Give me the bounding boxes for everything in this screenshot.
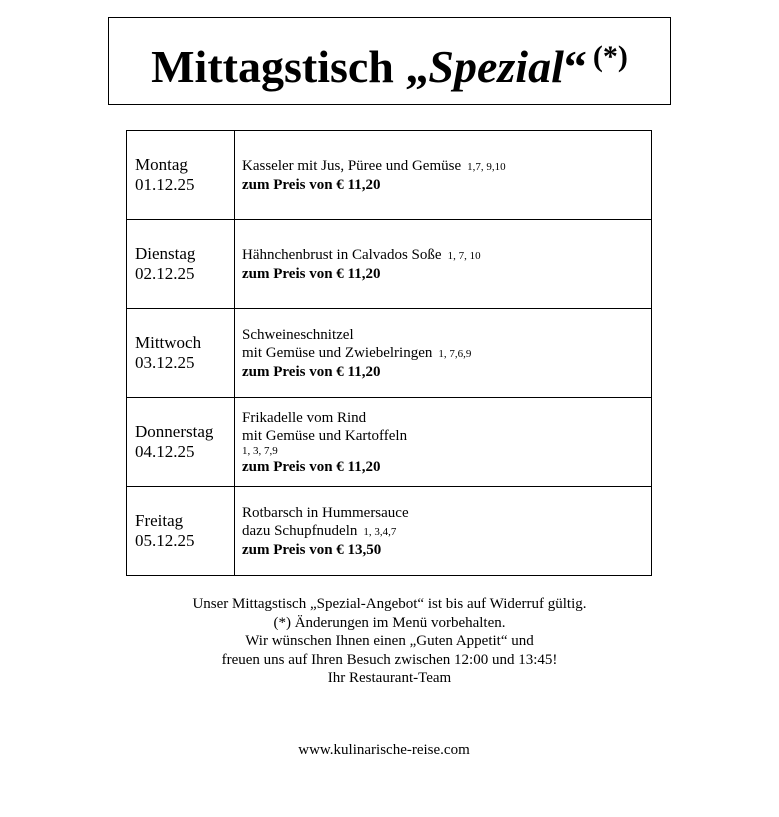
menu-date: 04.12.25: [135, 442, 195, 461]
footer-line-1: Unser Mittagstisch „Spezial-Angebot“ ist bis auf Widerruf gültig.: [192, 596, 587, 612]
dish-line: [242, 427, 651, 445]
allergen-codes: 1, 3,4,7: [363, 525, 397, 538]
dish-price: zum Preis von € 13,50: [242, 541, 382, 558]
dish-line: [242, 522, 651, 541]
dish-text: mit Gemüse und Kartoffeln: [242, 427, 408, 444]
menu-table: [126, 130, 652, 576]
menu-date: 01.12.25: [135, 175, 195, 194]
menu-row: [127, 220, 652, 309]
dish-text: Rotbarsch in Hummersauce: [242, 504, 409, 521]
weekday: Mittwoch: [135, 333, 202, 352]
weekday: Freitag: [135, 511, 184, 530]
dish-cell: [235, 398, 652, 487]
title-special: Spezial: [428, 41, 564, 92]
menu-row: [127, 398, 652, 487]
title-box: [108, 17, 671, 105]
dish-cell: [235, 487, 652, 576]
dish-line: [242, 157, 651, 176]
allergen-codes: 1,7, 9,10: [467, 160, 506, 173]
dish-line: [242, 409, 651, 427]
day-cell: [127, 131, 235, 220]
weekday: Dienstag: [135, 244, 196, 263]
footer-line-5: Ihr Restaurant-Team: [327, 670, 452, 686]
dish-line: [242, 344, 651, 363]
footer-notes: [0, 595, 779, 688]
dish-price: zum Preis von € 11,20: [242, 176, 381, 193]
menu-date: 05.12.25: [135, 531, 195, 550]
dish-text: Kasseler mit Jus, Püree und Gemüse: [242, 157, 462, 174]
day-cell: [127, 220, 235, 309]
dish-line: [242, 326, 651, 344]
dish-line: [242, 246, 651, 265]
dish-text: Schweineschnitzel: [242, 326, 354, 343]
allergen-codes: 1, 7,6,9: [438, 347, 472, 360]
menu-row: [127, 131, 652, 220]
title-superscript: (*): [592, 40, 628, 73]
weekday: Montag: [135, 155, 188, 174]
footer-line-3: Wir wünschen Ihnen einen „Guten Appetit“ und: [245, 633, 534, 649]
footer-line-2: (*) Änderungen im Menü vorbehalten.: [273, 614, 506, 631]
title-suffix: “: [563, 41, 587, 92]
weekday: Donnerstag: [135, 422, 214, 441]
dish-cell: [235, 309, 652, 398]
website-url: www.kulinarische-reise.com: [298, 742, 470, 758]
dish-price: zum Preis von € 11,20: [242, 265, 381, 282]
dish-text: mit Gemüse und Zwiebelringen: [242, 344, 433, 361]
dish-cell: [235, 220, 652, 309]
allergen-codes: 1, 3, 7,9: [242, 444, 278, 457]
day-cell: [127, 398, 235, 487]
page-title: [151, 40, 628, 92]
day-cell: [127, 309, 235, 398]
dish-price: zum Preis von € 11,20: [242, 363, 381, 380]
dish-price: zum Preis von € 11,20: [242, 458, 381, 475]
footer-line-4: freuen uns auf Ihren Besuch zwischen 12:00 und 13:45!: [221, 651, 558, 668]
title-prefix: Mittagstisch „: [151, 41, 429, 92]
menu-date: 03.12.25: [135, 353, 195, 372]
allergen-codes: 1, 7, 10: [447, 249, 481, 262]
dish-cell: [235, 131, 652, 220]
menu-row: [127, 487, 652, 576]
dish-text: Hähnchenbrust in Calvados Soße: [242, 246, 442, 263]
menu-date: 02.12.25: [135, 264, 195, 283]
menu-row: [127, 309, 652, 398]
day-cell: [127, 487, 235, 576]
dish-text: dazu Schupfnudeln: [242, 522, 358, 539]
dish-text: Frikadelle vom Rind: [242, 409, 367, 426]
dish-line: [242, 504, 651, 522]
